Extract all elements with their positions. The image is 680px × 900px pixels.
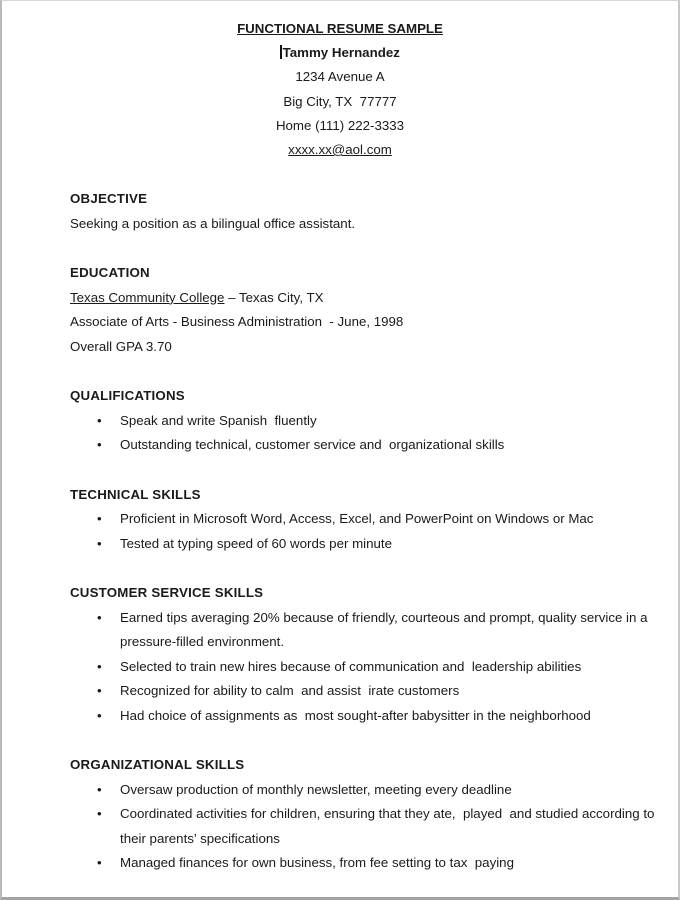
list-item-text: Proficient in Microsoft Word, Access, Excel, and PowerPoint on Windows or Mac xyxy=(120,511,594,527)
bullet-icon: • xyxy=(97,535,102,551)
list-item-text: Earned tips averaging 20% because of friendly, courteous and prompt, quality service in a pressure-filled environment. xyxy=(120,609,652,650)
list-item xyxy=(70,507,658,532)
section-education xyxy=(70,261,658,359)
section-technical-skills xyxy=(70,483,658,557)
organizational-skills-list xyxy=(70,778,658,876)
bullet-icon: • xyxy=(97,855,102,871)
email-link[interactable]: xxxx.xx@aol.com xyxy=(288,142,392,158)
section-heading-organizational-skills: ORGANIZATIONAL SKILLS xyxy=(70,757,245,773)
school-name: Texas Community College xyxy=(70,289,225,305)
qualifications-list xyxy=(70,409,658,458)
section-organizational-skills xyxy=(70,753,658,876)
text-cursor-caret xyxy=(280,45,282,59)
list-item-text: Outstanding technical, customer service and organizational skills xyxy=(120,437,505,453)
list-item xyxy=(70,433,658,458)
list-item xyxy=(70,409,658,434)
list-item xyxy=(70,532,658,557)
list-item-text: Had choice of assignments as most sought-after babysitter in the neighborhood xyxy=(120,707,591,723)
education-school-line xyxy=(70,286,658,311)
objective-text: Seeking a position as a bilingual office assistant. xyxy=(70,215,356,231)
section-objective xyxy=(70,187,658,236)
bullet-icon: • xyxy=(97,412,102,428)
section-heading-objective: OBJECTIVE xyxy=(70,191,148,207)
bullet-icon: • xyxy=(97,806,102,822)
bullet-icon: • xyxy=(97,781,102,797)
bullet-icon: • xyxy=(97,437,102,453)
school-location: – Texas City, TX xyxy=(224,289,324,305)
list-item-text: Selected to train new hires because of communication and leadership abilities xyxy=(120,658,582,674)
list-item xyxy=(70,704,658,729)
person-name: Tammy Hernandez xyxy=(282,45,400,61)
bullet-icon: • xyxy=(97,609,102,625)
list-item-text: Speak and write Spanish fluently xyxy=(120,412,317,428)
list-item xyxy=(70,679,658,704)
customer-service-skills-list xyxy=(70,606,658,729)
section-heading-customer-service-skills: CUSTOMER SERVICE SKILLS xyxy=(70,585,264,601)
resume-header xyxy=(2,17,678,162)
bullet-icon: • xyxy=(97,511,102,527)
bullet-icon: • xyxy=(97,707,102,723)
list-item-text: Coordinated activities for children, ensuring that they ate, played and studied according to their parents’ specifications xyxy=(120,806,659,846)
bullet-icon: • xyxy=(97,683,102,699)
list-item xyxy=(70,851,658,876)
street-address: 1234 Avenue A xyxy=(295,69,385,85)
list-item-text: Recognized for ability to calm and assist irate customers xyxy=(120,683,460,699)
phone-number: Home (111) 222-3333 xyxy=(275,117,405,133)
section-heading-education: EDUCATION xyxy=(70,265,150,281)
section-customer-service-skills xyxy=(70,581,658,728)
bullet-icon: • xyxy=(97,658,102,674)
person-name-line xyxy=(2,41,678,65)
list-item xyxy=(70,655,658,680)
city-state-zip: Big City, TX 77777 xyxy=(283,93,397,109)
list-item xyxy=(70,802,658,851)
list-item-text: Managed finances for own business, from fee setting to tax paying xyxy=(120,855,514,871)
list-item xyxy=(70,778,658,803)
section-qualifications xyxy=(70,384,658,458)
list-item-text: Oversaw production of monthly newsletter, meeting every deadline xyxy=(120,781,512,797)
education-gpa: Overall GPA 3.70 xyxy=(70,338,172,354)
technical-skills-list xyxy=(70,507,658,556)
section-heading-qualifications: QUALIFICATIONS xyxy=(70,388,185,404)
resume-title: FUNCTIONAL RESUME SAMPLE xyxy=(237,21,443,36)
list-item xyxy=(70,606,658,655)
education-degree: Associate of Arts - Business Administration - June, 1998 xyxy=(70,314,404,330)
section-heading-technical-skills: TECHNICAL SKILLS xyxy=(70,486,201,502)
list-item-text: Tested at typing speed of 60 words per minute xyxy=(120,535,393,551)
